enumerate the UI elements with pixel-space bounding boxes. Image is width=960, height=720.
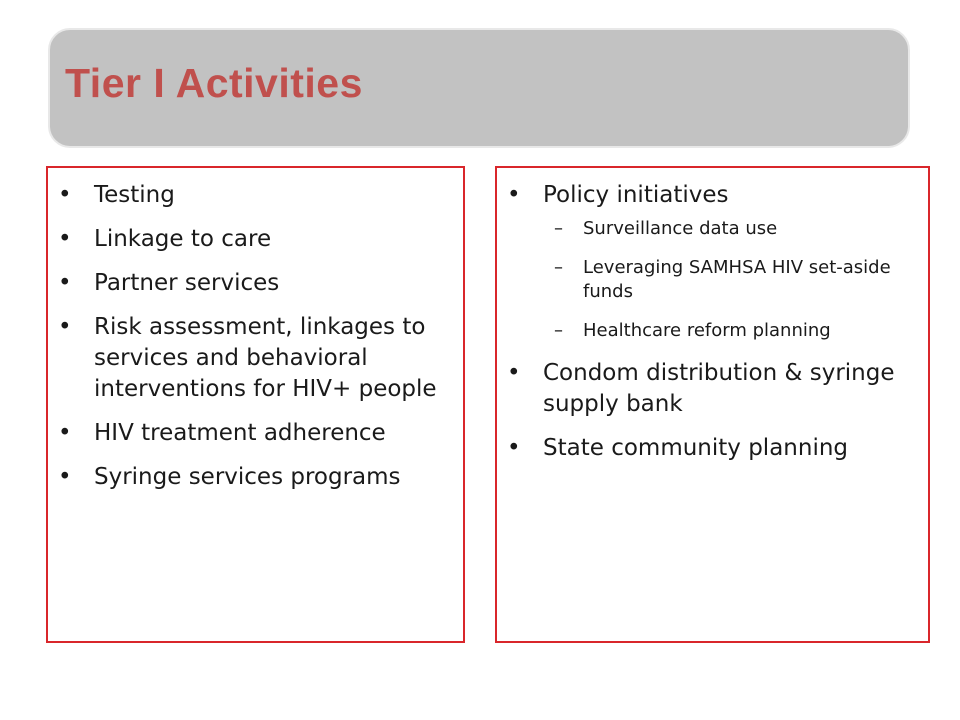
sub-bullet-item: – Leveraging SAMHSA HIV set-aside funds	[543, 256, 928, 304]
title-bar	[48, 28, 910, 148]
left-panel	[46, 166, 465, 643]
right-bullet-list	[497, 168, 928, 464]
bullet-item: • Partner services	[48, 268, 463, 299]
bullet-item: • Risk assessment, linkages to services and behavioral interventions for HIV+ people	[48, 312, 463, 405]
left-bullet-list	[48, 168, 463, 493]
bullet-label: Policy initiatives	[543, 182, 729, 208]
slide-title: Tier I Activities	[65, 60, 363, 106]
bullet-item: • Testing	[48, 180, 463, 211]
bullet-item: • Syringe services programs	[48, 462, 463, 493]
bullet-item: • Condom distribution & syringe supply bank	[497, 358, 928, 420]
bullet-item-policy	[497, 180, 928, 343]
bullet-item: • State community planning	[497, 433, 928, 464]
sub-bullet-item: – Surveillance data use	[543, 217, 928, 241]
bullet-item: • Linkage to care	[48, 224, 463, 255]
sub-bullet-list	[543, 217, 928, 343]
right-panel	[495, 166, 930, 643]
sub-bullet-item: – Healthcare reform planning	[543, 319, 928, 343]
bullet-item: • HIV treatment adherence	[48, 418, 463, 449]
